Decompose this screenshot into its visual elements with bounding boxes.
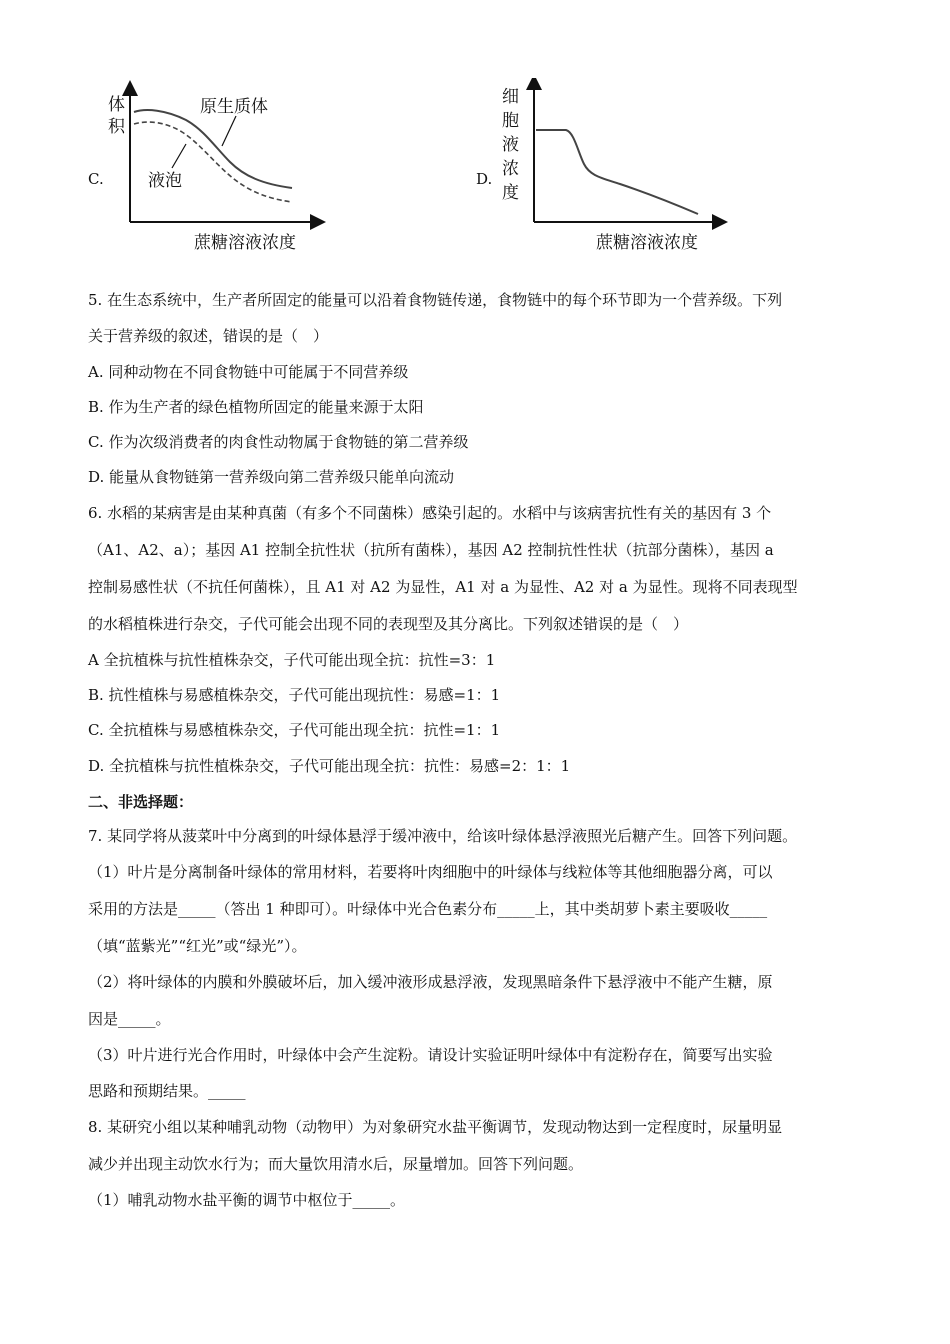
q7-part-3: （3）叶片进行光合作用时，叶绿体中会产生淀粉。请设计实验证明叶绿体中有淀粉存在，简要写出实验: [88, 1046, 773, 1064]
q8-part-1: （1）哺乳动物水盐平衡的调节中枢位于_____。: [88, 1191, 406, 1209]
q6-stem: 6. 水稻的某病害是由某种真菌（有多个不同菌株）感染引起的。水稻中与该病害抗性有关的基因有 3 个: [88, 504, 772, 522]
y-label-char: 积: [108, 117, 125, 137]
vacuole-label: 液泡: [148, 171, 182, 191]
option-c-label: C.: [88, 170, 104, 188]
q6-stem: 的水稻植株进行杂交，子代可能会出现不同的表现型及其分离比。下列叙述错误的是（ ）: [88, 615, 689, 633]
q5-option-b: B. 作为生产者的绿色植物所固定的能量来源于太阳: [88, 398, 424, 416]
x-axis-label: 蔗糖溶液浓度: [194, 233, 296, 253]
q7-part-2: （2）将叶绿体的内膜和外膜破坏后，加入缓冲液形成悬浮液，发现黑暗条件下悬浮液中不能产生糖，原: [88, 973, 773, 991]
y-label-char: 体: [108, 95, 125, 115]
q8-stem: 减少并出现主动饮水行为；而大量饮用清水后，尿量增加。回答下列问题。: [88, 1155, 584, 1173]
q7-stem: 7. 某同学将从菠菜叶中分离到的叶绿体悬浮于缓冲液中，给该叶绿体悬浮液照光后糖产生。回答下列问题。: [88, 827, 798, 845]
q6-option-a: A 全抗植株与抗性植株杂交，子代可能出现全抗：抗性=3：1: [88, 651, 496, 669]
protoplast-pointer: [222, 116, 236, 146]
y-label-char: 细: [502, 87, 519, 107]
q6-stem: （A1、A2、a）；基因 A1 控制全抗性状（抗所有菌株），基因 A2 控制抗性性状（抗部分菌株），基因 a: [88, 541, 774, 559]
graph-c: [86, 78, 326, 258]
y-label-char: 液: [502, 135, 519, 155]
q8-stem: 8. 某研究小组以某种哺乳动物（动物甲）为对象研究水盐平衡调节，发现动物达到一定程度时，尿量明显: [88, 1118, 783, 1136]
q5-stem: 5. 在生态系统中，生产者所固定的能量可以沿着食物链传递，食物链中的每个环节即为一个营养级。下列: [88, 291, 783, 309]
q7-part-3: 思路和预期结果。_____: [88, 1082, 246, 1100]
q7-part-1: （1）叶片是分离制备叶绿体的常用材料，若要将叶肉细胞中的叶绿体与线粒体等其他细胞器分离，可以: [88, 863, 773, 881]
q5-option-c: C. 作为次级消费者的肉食性动物属于食物链的第二营养级: [88, 433, 469, 451]
figure-option-c: [86, 78, 326, 258]
y-label-char: 胞: [502, 111, 519, 131]
q5-option-a: A. 同种动物在不同食物链中可能属于不同营养级: [88, 363, 409, 381]
q6-option-b: B. 抗性植株与易感植株杂交，子代可能出现抗性：易感=1：1: [88, 686, 501, 704]
q7-part-1: 采用的方法是_____（答出 1 种即可）。叶绿体中光合色素分布_____上，其中类胡萝卜素主要吸收_____: [88, 900, 768, 918]
protoplast-label: 原生质体: [200, 97, 268, 117]
q6-option-d: D. 全抗植株与抗性植株杂交，子代可能出现全抗：抗性：易感=2：1：1: [88, 757, 571, 775]
y-label-char: 度: [502, 183, 519, 203]
figure-option-d: [470, 78, 730, 258]
graph-d: [470, 78, 730, 258]
vacuole-pointer: [172, 144, 186, 168]
q6-option-c: C. 全抗植株与易感植株杂交，子代可能出现全抗：抗性=1：1: [88, 721, 501, 739]
x-axis-label: 蔗糖溶液浓度: [596, 233, 698, 253]
option-d-label: D.: [476, 170, 493, 188]
q7-part-2: 因是_____。: [88, 1010, 171, 1028]
q5-stem: 关于营养级的叙述，错误的是（ ）: [88, 327, 329, 345]
q6-stem: 控制易感性状（不抗任何菌株），且 A1 对 A2 为显性，A1 对 a 为显性、A2 对 a 为显性。现将不同表现型: [88, 578, 798, 596]
y-label-char: 浓: [502, 159, 519, 179]
cell-sap-curve: [536, 130, 698, 214]
q5-option-d: D. 能量从食物链第一营养级向第二营养级只能单向流动: [88, 468, 455, 486]
q7-part-1: （填“蓝紫光”“红光”或“绿光”）。: [88, 937, 307, 955]
section-heading: 二、非选择题：: [88, 793, 194, 811]
